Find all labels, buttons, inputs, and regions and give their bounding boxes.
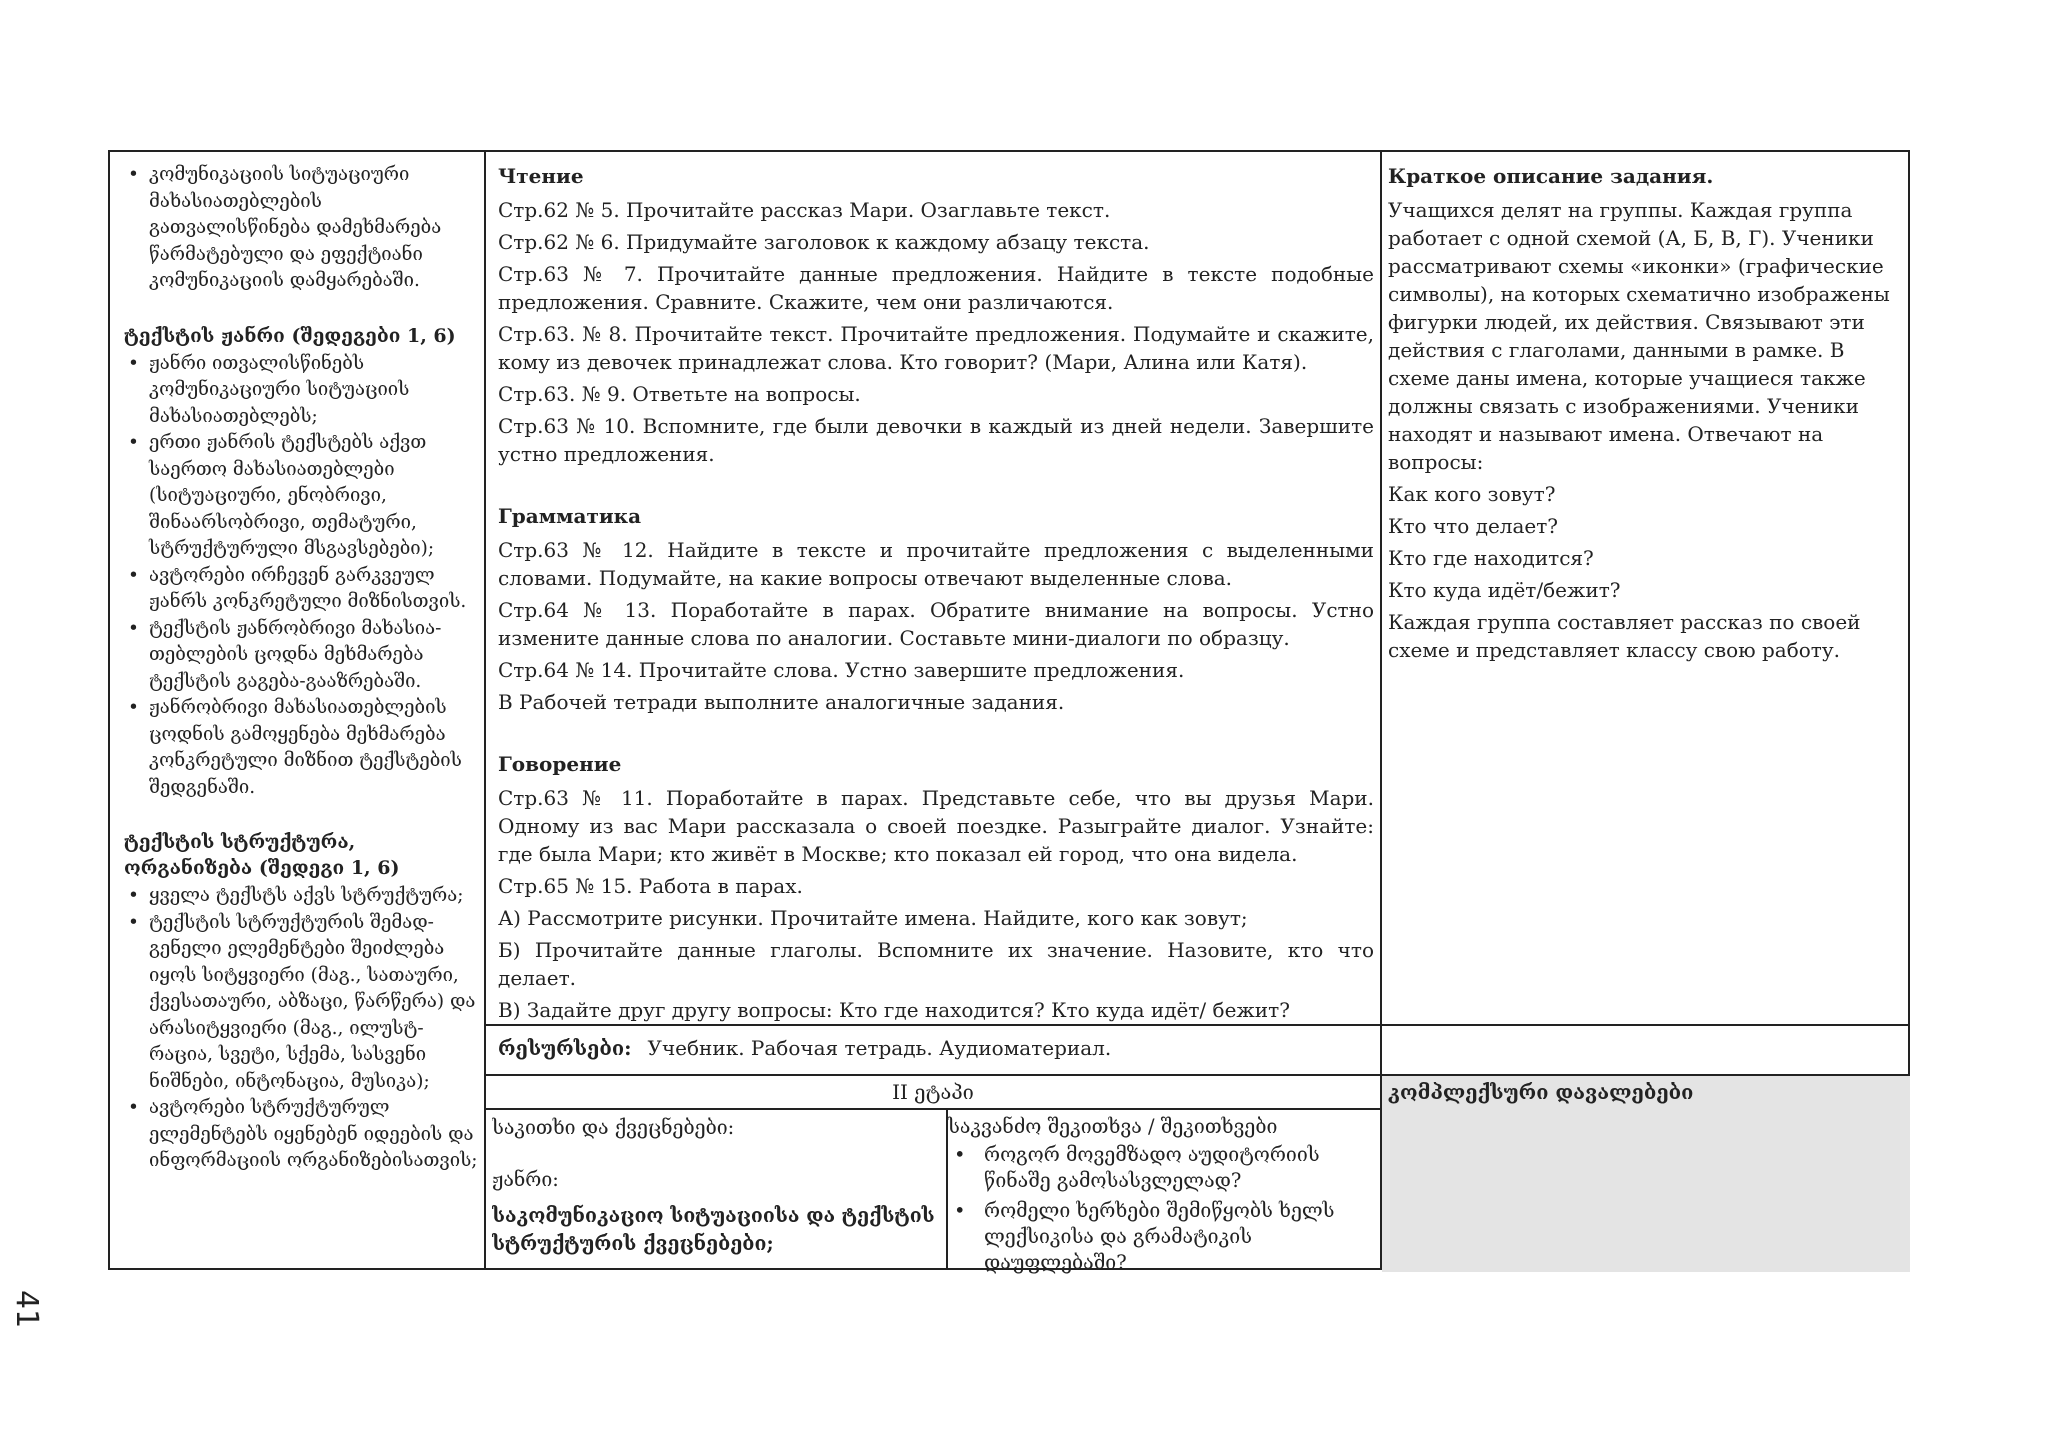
questions-title: საკითხი და ქვეცნებები: — [492, 1116, 735, 1139]
list-item: • ტექსტის სტრუქტურის შემად-გენელი ელემენტები შეიძლება იყოს სიტყვიერი (მაგ., სათაური, ქვესათაური, აბზაცი, წარწერა) და არასიტყვიერი (მაგ., ილუსტ-რაცია, სვეტი, სქემა, სასვენი ნიშნები, ინტონაცია, მუსიკა); — [124, 910, 480, 1096]
reading-item: Стр.63 № 10. Вспомните, где были девочки в каждый из дней недели. Завершите устно предложения. — [498, 414, 1374, 466]
activities-column — [498, 162, 1374, 1028]
resources-row — [498, 1034, 1368, 1062]
task-description-paragraph: Каждая группа составляет рассказ по своей схеме и представляет классу свою работу. — [1388, 610, 1861, 662]
reading-title: Чтение — [498, 164, 584, 188]
list-item: • რომელი ხერხები შემიწყობს ხელს ლექსიკისა და გრამატიკის დაუფლებაში? — [948, 1198, 1378, 1276]
key-questions-cell — [948, 1114, 1378, 1280]
grammar-item: Стр.64 № 13. Поработайте в парах. Обратите внимание на вопросы. Устно измените данные слова по аналогии. Составьте мини-диалоги по образцу. — [498, 598, 1374, 650]
intro-bullet-list — [124, 162, 480, 295]
grammar-item: В Рабочей тетради выполните аналогичные задания. — [498, 690, 1065, 714]
list-item: • ერთი ჟანრის ტექსტებს აქვთ საერთო მახასიათებლები (სიტუაციური, ენობრივი, შინაარსობრივი, თემატური, სტრუქტურული მსგავსებები); — [124, 430, 480, 563]
list-item: • ჟანრობრივი მახასიათებლების ცოდნის გამოყენება მეხმარება კონკრეტული მიზნით ტექსტების შედგენაში. — [124, 695, 480, 801]
speaking-title: Говорение — [498, 752, 622, 776]
speaking-item: А) Рассмотрите рисунки. Прочитайте имена. Найдите, кого как зовут; — [498, 906, 1248, 930]
genre-section-title: ტექსტის ჟანრი (შედეგები 1, 6) — [124, 324, 456, 347]
list-item: • ტექსტის ჟანრობრივი მახასია-თებლების ცოდნა მეხმარება ტექსტის გაგება-გააზრებაში. — [124, 616, 480, 696]
task-description-paragraph: Учащихся делят на группы. Каждая группа работает с одной схемой (А, Б, В, Г). Ученики рассматривают схемы «иконки» (графические символы), на которых схематично изображены фигурки людей, их действия. Связывают эти действия с глаголами, данными в рамке. В схеме даны имена, которые учащиеся также должны связать с изображениями. Ученики находят и называют имена. Отвечают на вопросы: — [1388, 198, 1890, 474]
row-divider-questions — [484, 1108, 1380, 1110]
list-item: • ჟანრი ითვალისწინებს კომუნიკაციური სიტუაციის მახასიათებლებს; — [124, 351, 480, 431]
grammar-item: Стр.63 № 12. Найдите в тексте и прочитайте предложения с выделенными словами. Подумайте, на какие вопросы отвечают выделенные слова. — [498, 538, 1374, 590]
key-questions-list — [948, 1142, 1378, 1276]
reading-item: Стр.63 № 7. Прочитайте данные предложения. Найдите в тексте подобные предложения. Сравните. Скажите, чем они различаются. — [498, 262, 1374, 314]
reading-item: Стр.63. № 9. Ответьте на вопросы. — [498, 382, 861, 406]
task-description-paragraph: Кто где находится? — [1388, 546, 1594, 570]
reading-item: Стр.62 № 6. Придумайте заголовок к каждому абзацу текста. — [498, 230, 1150, 254]
key-questions-title: საკვანძო შეკითხვა / შეკითხვები — [948, 1115, 1278, 1138]
list-item: • ყველა ტექსტს აქვს სტრუქტურა; — [124, 883, 480, 910]
resources-label: რესურსები: — [498, 1036, 632, 1060]
task-description-title: Краткое описание задания. — [1388, 164, 1714, 188]
task-description-column — [1388, 162, 1900, 668]
list-item: • როგორ მოვემზადო აუდიტორიის წინაშე გამოსასვლელად? — [948, 1142, 1378, 1194]
reading-item: Стр.62 № 5. Прочитайте рассказ Мари. Озаглавьте текст. — [498, 198, 1111, 222]
speaking-item: Стр.65 № 15. Работа в парах. — [498, 874, 803, 898]
grammar-title: Грамматика — [498, 504, 642, 528]
task-description-paragraph: Как кого зовут? — [1388, 482, 1556, 506]
structure-section-title: ტექსტის სტრუქტურა, ორგანიზება (შედეგი 1, 6) — [124, 831, 400, 879]
stage-label: II ეტაპი — [892, 1080, 974, 1104]
resources-text: Учебник. Рабочая тетрадь. Аудиоматериал. — [647, 1036, 1112, 1060]
outcomes-column — [124, 162, 480, 1175]
speaking-item: В) Задайте друг другу вопросы: Кто где находится? Кто куда идёт/ бежит? — [498, 998, 1290, 1022]
reading-item: Стр.63. № 8. Прочитайте текст. Прочитайте предложения. Подумайте и скажите, кому из девочек принадлежат слова. Кто говорит? (Мари, Алина или Катя). — [498, 322, 1374, 374]
list-item: • ავტორები ირჩევენ გარკვეულ ჟანრს კონკრეტული მიზნისთვის. — [124, 563, 480, 616]
genre-bullet-list — [124, 351, 480, 802]
page-number: 41 — [9, 1290, 44, 1329]
speaking-item: Б) Прочитайте данные глаголы. Вспомните их значение. Назовите, кто что делает. — [498, 938, 1374, 990]
list-item: • კომუნიკაციის სიტუაციური მახასიათებლების გათვალისწინება დამეხმარება წარმატებული და ეფექტიანი კომუნიკაციის დამყარებაში. — [124, 162, 480, 295]
complex-tasks-label: კომპლექსური დავალებები — [1388, 1080, 1694, 1104]
genre-text: საკომუნიკაციო სიტუაციისა და ტექსტის სტრუქტურის ქვეცნებები; — [492, 1204, 935, 1255]
task-description-paragraph: Кто куда идёт/бежит? — [1388, 578, 1621, 602]
structure-bullet-list — [124, 883, 480, 1175]
lesson-plan-table — [108, 150, 1910, 1274]
questions-cell — [492, 1114, 948, 1258]
grammar-item: Стр.64 № 14. Прочитайте слова. Устно завершите предложения. — [498, 658, 1185, 682]
task-description-paragraph: Кто что делает? — [1388, 514, 1559, 538]
genre-label: ჟანრი: — [492, 1168, 559, 1191]
list-item: • ავტორები სტრუქტურულ ელემენტებს იყენებენ იდეების და ინფორმაციის ორგანიზებისათვის; — [124, 1095, 480, 1175]
speaking-item: Стр.63 № 11. Поработайте в парах. Представьте себе, что вы друзья Мари. Одному из вас Мари рассказала о своей поездке. Разыграйте диалог. Узнайте: где была Мари; кто живёт в Москве; кто показал ей город, что она видела. — [498, 786, 1374, 866]
